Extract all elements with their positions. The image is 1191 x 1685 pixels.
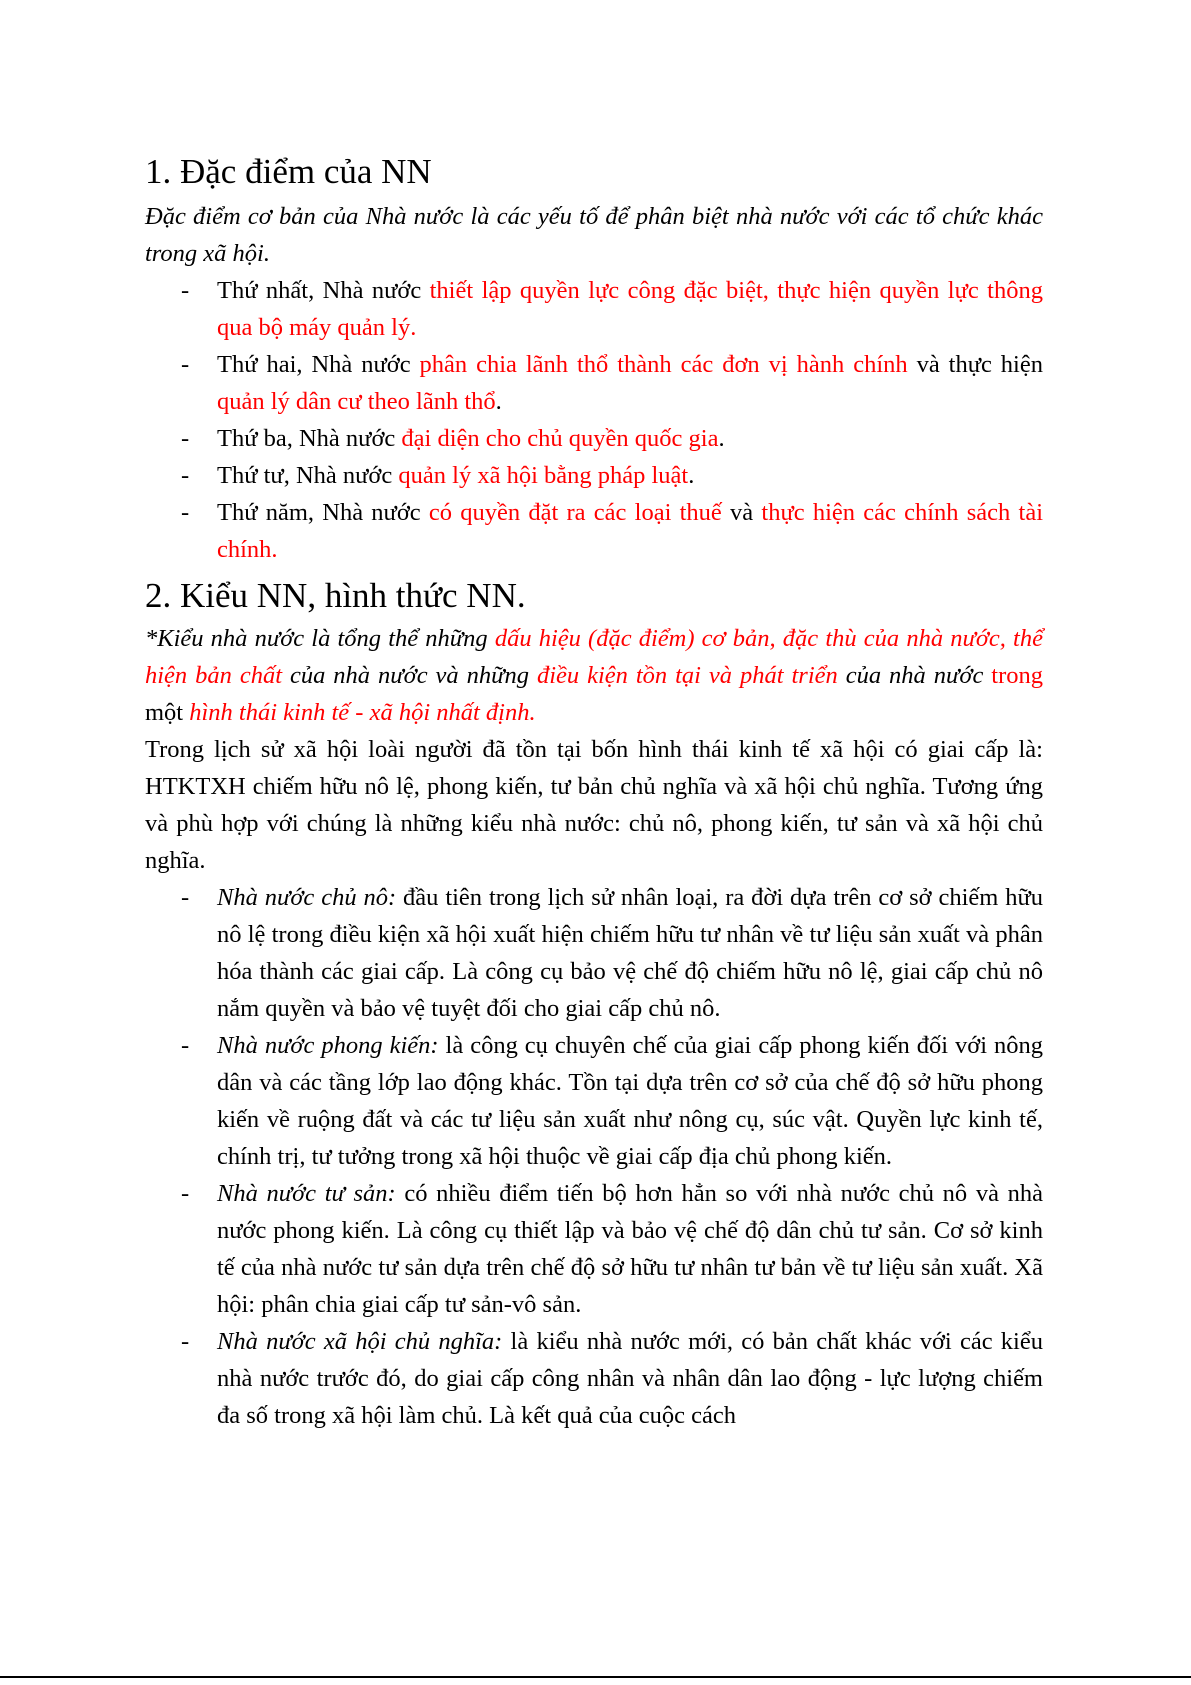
list-marker: - xyxy=(181,277,190,304)
item-text: có nhiều điểm tiến bộ hơn hẳn so với nhà nước chủ nô và nhà nước phong kiến. Là công cụ thiết lập và bảo vệ chế độ dân chủ tư sản. Cơ sở kinh tế của nhà nước tư sản dựa trên chế độ sở hữu tư nhân tư bản về tư liệu sản xuất. Xã hội: phân chia giai cấp tư sản-vô sản. xyxy=(217,1180,1043,1318)
def-text: của nhà nước xyxy=(837,662,992,689)
item-text: Thứ nhất, Nhà nước xyxy=(217,277,430,304)
item-highlight: đại diện cho chủ quyền quốc gia xyxy=(401,425,719,452)
section-2-list xyxy=(145,879,1043,1434)
def-text: của nhà nước và những xyxy=(282,662,537,689)
item-text: và xyxy=(721,499,762,526)
list-marker: - xyxy=(181,1180,190,1207)
item-highlight: quản lý dân cư theo lãnh thổ xyxy=(217,388,496,415)
list-marker: - xyxy=(181,462,190,489)
list-marker: - xyxy=(181,1328,190,1355)
list-marker: - xyxy=(181,884,190,911)
item-term: Nhà nước tư sản: xyxy=(217,1180,396,1207)
def-text: *Kiểu nhà nước là tổng thể những xyxy=(145,625,495,652)
page-bottom-divider xyxy=(0,1676,1191,1678)
item-text: . xyxy=(688,462,695,489)
item-term: Nhà nước phong kiến: xyxy=(217,1032,439,1059)
section-2-heading: 2. Kiểu NN, hình thức NN. xyxy=(145,576,526,615)
item-text: đầu tiên trong lịch sử nhân loại, ra đời dựa trên cơ sở chiếm hữu nô lệ trong điều kiện xã hội xuất hiện chiếm hữu tư nhân về tư liệu sản xuất và phân hóa thành các giai cấp. Là công cụ bảo vệ chế độ chiếm hữu nô lệ, giai cấp chủ nô nắm quyền và bảo vệ tuyệt đối cho giai cấp chủ nô. xyxy=(217,884,1043,1022)
item-text: là kiểu nhà nước mới, có bản chất khác với các kiểu nhà nước trước đó, do giai cấp công nhân và nhân dân lao động - lực lượng chiếm đa số trong xã hội làm chủ. Là kết quả của cuộc cách xyxy=(217,1328,1043,1429)
item-text: . xyxy=(495,388,502,415)
def-highlight: dấu hiệu (đặc điểm) cơ bản, đặc thù của nhà nước, thể hiện bản chất xyxy=(145,625,1043,689)
list-item xyxy=(145,1175,1043,1323)
list-item xyxy=(145,346,1043,420)
item-term: Nhà nước chủ nô: xyxy=(217,884,397,911)
item-text: và thực hiện xyxy=(907,351,1043,378)
item-text: Thứ ba, Nhà nước xyxy=(217,425,402,452)
item-term: Nhà nước xã hội chủ nghĩa: xyxy=(217,1328,503,1355)
def-highlight: điều kiện tồn tại và phát triển xyxy=(536,662,838,689)
item-text: là công cụ chuyên chế của giai cấp phong kiến đối với nông dân và các tầng lớp lao động khác. Tồn tại dựa trên cơ sở của chế độ sở hữu phong kiến về ruộng đất và các tư liệu sản xuất như nông cụ, súc vật. Quyền lực kinh tế, chính trị, tư tưởng trong xã hội thuộc về giai cấp địa chủ phong kiến. xyxy=(217,1032,1043,1170)
item-highlight: quản lý xã hội bằng pháp luật xyxy=(398,462,689,489)
item-highlight: thực hiện các chính sách tài chính. xyxy=(217,499,1044,563)
item-text: Thứ tư, Nhà nước xyxy=(217,462,399,489)
list-marker: - xyxy=(181,351,190,378)
section-2-definition xyxy=(145,620,1043,731)
item-highlight: có quyền đặt ra các loại thuế xyxy=(428,499,722,526)
list-item xyxy=(145,457,1043,494)
section-1-intro: Đặc điểm cơ bản của Nhà nước là các yếu tố để phân biệt nhà nước với các tổ chức khác trong xã hội. xyxy=(145,203,1043,267)
item-text: Thứ năm, Nhà nước xyxy=(217,499,429,526)
item-text: . xyxy=(718,425,725,452)
list-item xyxy=(145,494,1043,568)
section-2-paragraph: Trong lịch sử xã hội loài người đã tồn tại bốn hình thái kinh tế xã hội có giai cấp là: HTKTXH chiếm hữu nô lệ, phong kiến, tư bản chủ nghĩa và xã hội chủ nghĩa. Tương ứng và phù hợp với chúng là những kiểu nhà nước: chủ nô, phong kiến, tư sản và xã hội chủ nghĩa. xyxy=(145,736,1043,874)
item-text: Thứ hai, Nhà nước xyxy=(217,351,420,378)
def-highlight: trong xyxy=(991,662,1043,689)
list-item xyxy=(145,272,1043,346)
item-highlight: thiết lập quyền lực công đặc biệt, thực hiện quyền lực thông qua bộ máy quản lý. xyxy=(217,277,1043,341)
list-item xyxy=(145,420,1043,457)
list-item xyxy=(145,1027,1043,1175)
section-1-heading: 1. Đặc điểm của NN xyxy=(145,152,432,191)
def-text: một xyxy=(145,699,190,726)
list-marker: - xyxy=(181,499,190,526)
list-marker: - xyxy=(181,425,190,452)
document-content xyxy=(145,150,1043,1434)
def-highlight: hình thái kinh tế - xã hội nhất định. xyxy=(189,699,536,726)
list-marker: - xyxy=(181,1032,190,1059)
section-1-list xyxy=(145,272,1043,568)
list-item xyxy=(145,1323,1043,1434)
item-highlight: phân chia lãnh thổ thành các đơn vị hành chính xyxy=(419,351,908,378)
list-item xyxy=(145,879,1043,1027)
